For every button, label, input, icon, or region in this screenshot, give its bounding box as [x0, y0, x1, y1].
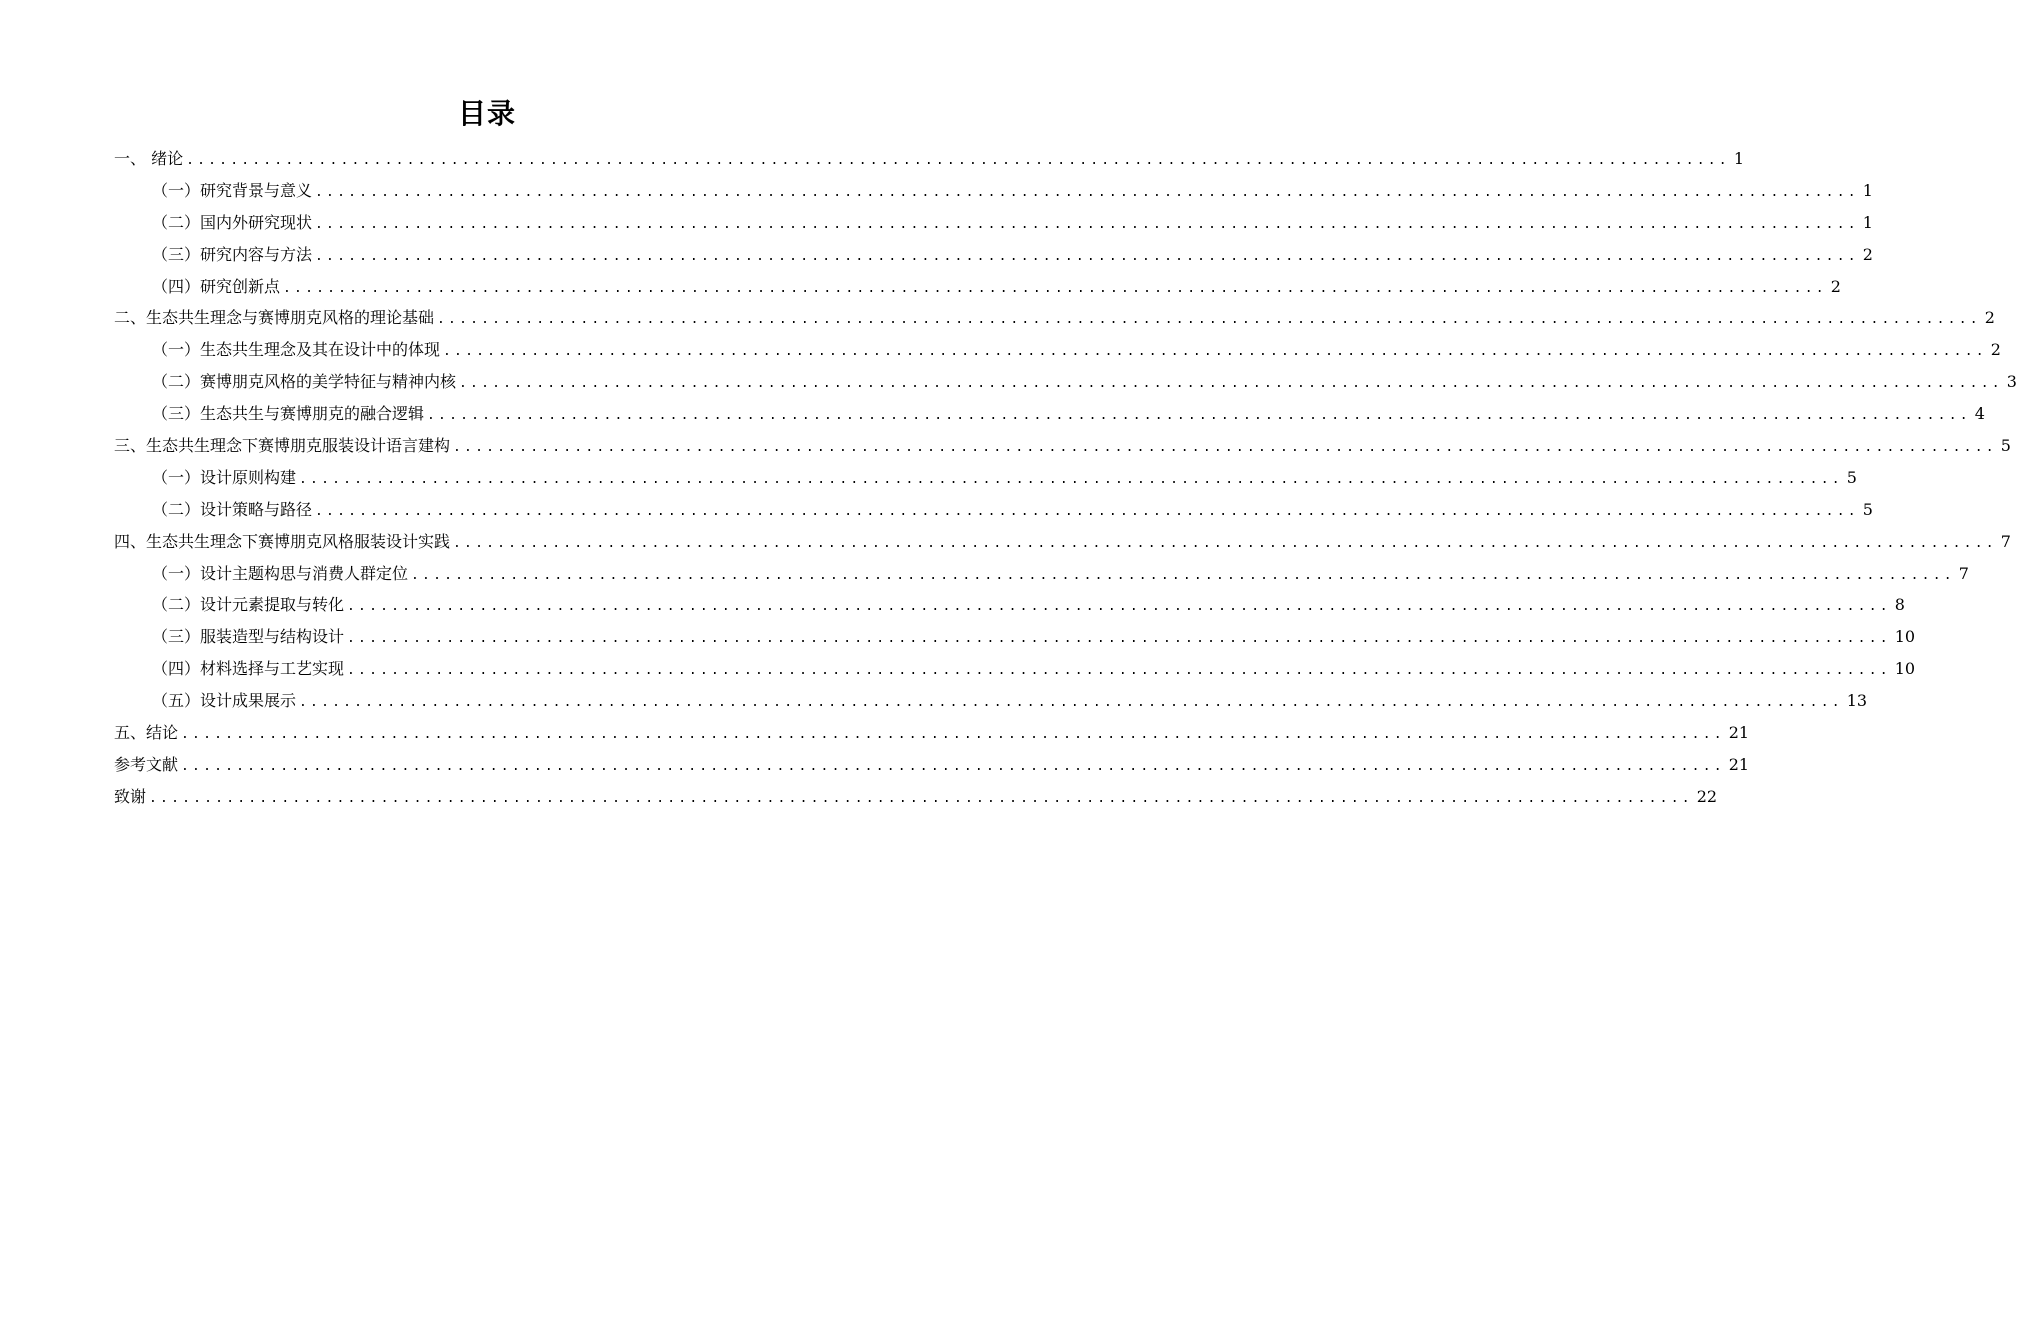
- toc-dot-leader: ............................................................................................................................................: [411, 567, 1955, 583]
- toc-entry-label: （一）设计原则构建: [152, 467, 297, 487]
- toc-entry-page-number: 5: [1862, 499, 1873, 519]
- toc-entry-page-number: 2: [1990, 340, 2001, 360]
- toc-entry-page-number: 13: [1846, 691, 1868, 711]
- toc-entry[interactable]: [114, 749, 1750, 781]
- toc-entry[interactable]: [114, 334, 2001, 366]
- toc-entry[interactable]: [114, 430, 2011, 462]
- toc-entry-page-number: 21: [1728, 754, 1750, 774]
- toc-entry-page-number: 1: [1733, 149, 1745, 168]
- toc-entry[interactable]: [114, 781, 1718, 813]
- toc-dot-leader: ............................................................................................................................................: [299, 471, 1843, 487]
- toc-entry-label: （二）设计元素提取与转化: [152, 595, 345, 615]
- toc-entry[interactable]: [114, 717, 1750, 749]
- toc-entry-page-number: 5: [1846, 467, 1857, 487]
- toc-entry-label: 四、生态共生理念下赛博朋克风格服装设计实践: [114, 531, 451, 551]
- toc-entry-page-number: 5: [2000, 436, 2011, 456]
- toc-entry-page-number: 1: [1862, 180, 1873, 200]
- toc-entry-label: （一）生态共生理念及其在设计中的体现: [152, 340, 441, 360]
- toc-title: 目录: [457, 97, 516, 130]
- toc-entry[interactable]: [114, 239, 1873, 271]
- toc-entry[interactable]: [114, 685, 1868, 717]
- toc-entry-page-number: 2: [1830, 276, 1841, 296]
- toc-entry-page-number: 10: [1894, 627, 1916, 647]
- toc-dot-leader: ............................................................................................................................................: [453, 535, 1997, 551]
- toc-entry-label: （二）设计策略与路径: [152, 499, 313, 519]
- toc-dot-leader: ............................................................................................................................................: [186, 153, 1730, 168]
- toc-entry-label: （二）赛博朋克风格的美学特征与精神内核: [152, 372, 457, 392]
- table-of-contents: [114, 143, 2017, 813]
- toc-entry-page-number: 2: [1984, 308, 1995, 328]
- toc-entry[interactable]: [114, 143, 1745, 175]
- toc-entry[interactable]: [114, 526, 2011, 558]
- toc-entry-label: （四）材料选择与工艺实现: [152, 659, 345, 679]
- toc-entry-label: （三）生态共生与赛博朋克的融合逻辑: [152, 404, 425, 424]
- toc-dot-leader: ............................................................................................................................................: [181, 727, 1725, 743]
- toc-entry[interactable]: [114, 302, 1995, 334]
- toc-entry[interactable]: [114, 366, 2017, 398]
- toc-entry-page-number: 10: [1894, 659, 1916, 679]
- toc-entry[interactable]: [114, 175, 1873, 207]
- toc-entry[interactable]: [114, 398, 1985, 430]
- toc-entry-label: 一、 绪论: [114, 149, 184, 168]
- toc-entry-label: （四）研究创新点: [152, 276, 281, 296]
- toc-entry-page-number: 4: [1974, 404, 1985, 424]
- toc-dot-leader: ............................................................................................................................................: [453, 440, 1997, 456]
- toc-dot-leader: ............................................................................................................................................: [347, 663, 1891, 679]
- toc-dot-leader: ............................................................................................................................................: [299, 695, 1843, 711]
- toc-entry-label: （二）国内外研究现状: [152, 212, 313, 232]
- toc-entry-label: 三、生态共生理念下赛博朋克服装设计语言建构: [114, 436, 451, 456]
- toc-dot-leader: ............................................................................................................................................: [315, 503, 1859, 519]
- toc-entry-label: （三）服装造型与结构设计: [152, 627, 345, 647]
- toc-entry-label: 参考文献: [114, 754, 179, 774]
- toc-dot-leader: ............................................................................................................................................: [149, 790, 1693, 806]
- toc-entry[interactable]: [114, 271, 1841, 303]
- toc-entry[interactable]: [114, 558, 1969, 590]
- toc-entry-page-number: 2: [1862, 244, 1873, 264]
- toc-dot-leader: ............................................................................................................................................: [427, 408, 1971, 424]
- toc-entry-page-number: 21: [1728, 723, 1750, 743]
- toc-dot-leader: ............................................................................................................................................: [315, 248, 1859, 264]
- toc-dot-leader: ............................................................................................................................................: [437, 312, 1981, 328]
- toc-dot-leader: ............................................................................................................................................: [181, 758, 1725, 774]
- toc-entry[interactable]: [114, 462, 1857, 494]
- toc-dot-leader: ............................................................................................................................................: [347, 631, 1891, 647]
- toc-entry-label: 致谢: [114, 786, 147, 806]
- toc-dot-leader: ............................................................................................................................................: [459, 376, 2003, 392]
- toc-entry-label: （一）研究背景与意义: [152, 180, 313, 200]
- toc-entry[interactable]: [114, 207, 1873, 239]
- toc-entry-page-number: 3: [2006, 372, 2017, 392]
- toc-entry-page-number: 22: [1696, 786, 1718, 806]
- toc-entry-page-number: 8: [1894, 595, 1905, 615]
- toc-entry[interactable]: [114, 589, 1905, 621]
- toc-entry[interactable]: [114, 621, 1916, 653]
- toc-entry-page-number: 7: [2000, 531, 2011, 551]
- toc-entry-label: 二、生态共生理念与赛博朋克风格的理论基础: [114, 308, 435, 328]
- toc-dot-leader: ............................................................................................................................................: [283, 280, 1827, 296]
- toc-dot-leader: ............................................................................................................................................: [315, 216, 1859, 232]
- toc-entry-label: 五、结论: [114, 723, 179, 743]
- toc-dot-leader: ............................................................................................................................................: [315, 184, 1859, 200]
- toc-dot-leader: ............................................................................................................................................: [443, 344, 1987, 360]
- toc-entry[interactable]: [114, 494, 1873, 526]
- toc-entry-label: （三）研究内容与方法: [152, 244, 313, 264]
- toc-entry-label: （五）设计成果展示: [152, 691, 297, 711]
- toc-dot-leader: ............................................................................................................................................: [347, 599, 1891, 615]
- toc-entry-page-number: 1: [1862, 212, 1873, 232]
- toc-entry-label: （一）设计主题构思与消费人群定位: [152, 563, 409, 583]
- toc-entry[interactable]: [114, 653, 1916, 685]
- toc-entry-page-number: 7: [1958, 563, 1969, 583]
